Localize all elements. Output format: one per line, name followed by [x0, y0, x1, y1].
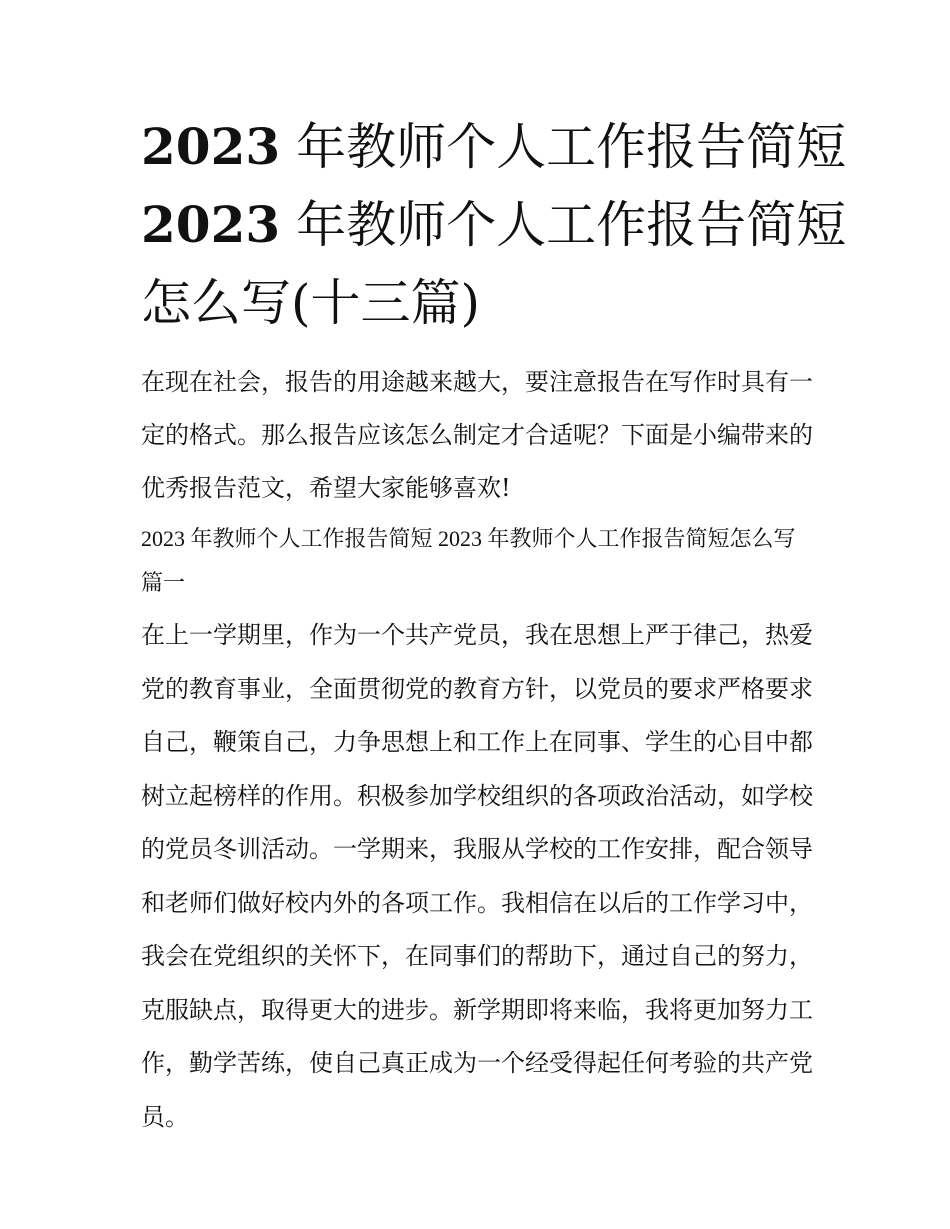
title-text: 年教师个人工作报告简短	[280, 196, 847, 254]
title-year: 2023	[141, 117, 281, 176]
title-text: 年教师个人工作报告简短	[280, 118, 847, 176]
document-page	[141, 108, 847, 1144]
body-paragraph: 在上一学期里，作为一个共产党员，我在思想上严于律己，热爱党的教育事业，全面贯彻党的教育方针，以党员的要求严格要求自己，鞭策自己，力争思想上和工作上在同事、学生的心目中都树立起榜样的作用。积极参加学校组织的各项政治活动，如学校的党员冬训活动。一学期来，我服从学校的工作安排，配合领导和老师们做好校内外的各项工作。我相信在以后的工作学习中，我会在党组织的关怀下，在同事们的帮助下，通过自己的努力，克服缺点，取得更大的进步。新学期即将来临，我将更加努力工作，勤学苦练，使自己真正成为一个经受得起任何考验的共产党员。	[141, 621, 813, 1131]
intro-paragraph: 在现在社会，报告的用途越来越大，要注意报告在写作时具有一定的格式。那么报告应该怎么制定才合适呢？下面是小编带来的优秀报告范文，希望大家能够喜欢!	[141, 368, 813, 502]
title-line-3	[141, 264, 813, 342]
title-text: 怎么写(十三篇)	[141, 274, 481, 332]
title-year: 2023	[141, 195, 281, 254]
title-line-2	[141, 186, 847, 264]
section-heading: 2023 年教师个人工作报告简短 2023 年教师个人工作报告简短怎么写篇一	[141, 526, 796, 595]
document-title	[141, 108, 847, 342]
title-line-1	[141, 108, 847, 186]
